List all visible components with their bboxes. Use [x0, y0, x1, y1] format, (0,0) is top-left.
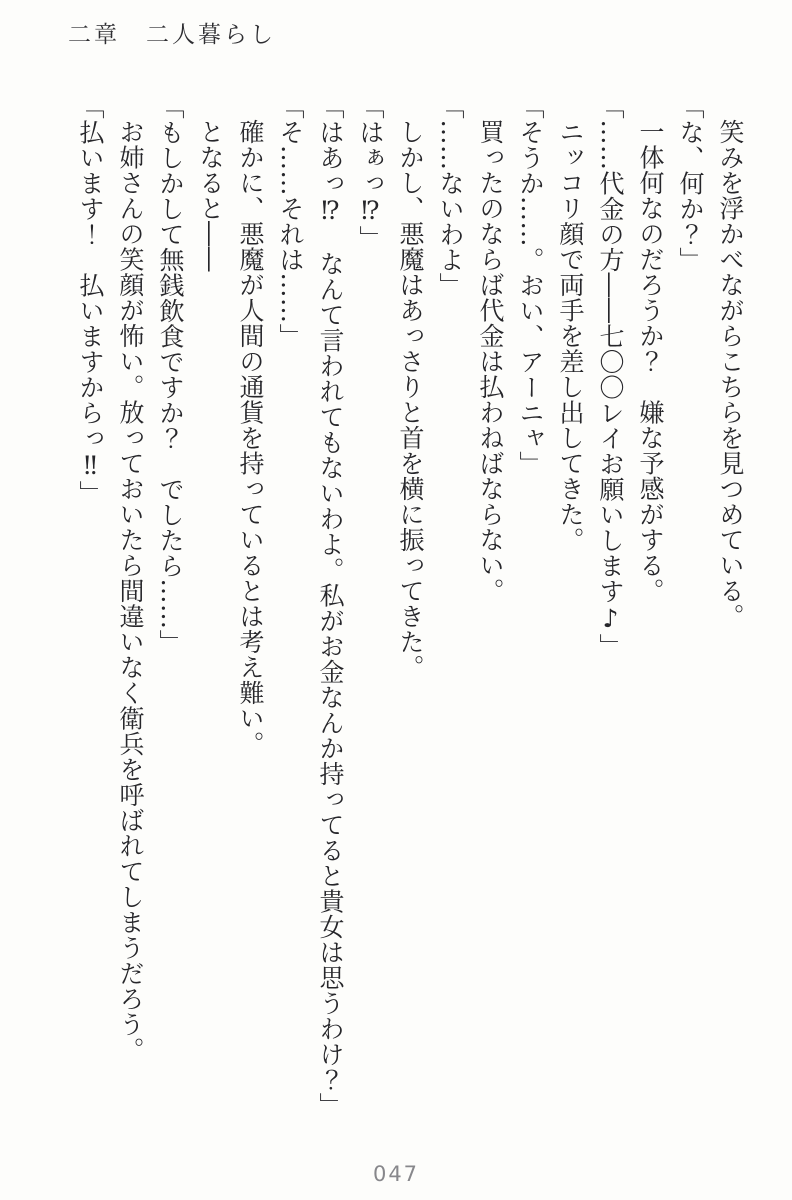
- narrative-line: しかし、悪魔はあっさりと首を横に振ってきた。: [396, 119, 425, 680]
- narrative-line: お姉さんの笑顔が怖い。放っておいたら間違いなく衛兵を呼ばれてしまうだろう。: [116, 119, 145, 1063]
- dialogue-line: 「はぁっ⁉」: [356, 94, 385, 251]
- dialogue-line: 「払います！ 払いますからっ‼」: [76, 94, 105, 506]
- chapter-header: 二章 二人暮らし: [68, 22, 276, 48]
- dialogue-line: 「はあっ⁉ なんて言われてもないわよ。私がお金なんか持ってると貴女は思うわけ？」: [316, 94, 345, 1118]
- narrative-line: 買ったのならば代金は払わねばならない。: [476, 119, 505, 604]
- dialogue-line: 「そうか……。おい、アーニャ」: [516, 94, 545, 477]
- narrative-line: ニッコリ顔で両手を差し出してきた。: [556, 119, 585, 553]
- narrative-line: 笑みを浮かべながらこちらを見つめている。: [716, 119, 745, 629]
- dialogue-line: 「な、何か？」: [676, 94, 705, 273]
- dialogue-line: 「もしかして無銭飲食ですか？ でしたら……」: [156, 94, 185, 655]
- narrative-line: 確かに、悪魔が人間の通貨を持っているとは考え難い。: [236, 119, 265, 757]
- dialogue-line: 「……ないわよ」: [436, 94, 465, 298]
- narrative-line: 一体何なのだろうか？ 嫌な予感がする。: [636, 119, 665, 604]
- dialogue-line: 「そ……それは……」: [276, 94, 305, 349]
- dialogue-line: 「……代金の方――七〇〇レイお願いします♪」: [596, 94, 625, 659]
- page-text-body: [46, 94, 750, 1124]
- narrative-line: となると――: [196, 119, 225, 272]
- page-number: 047: [372, 1162, 420, 1186]
